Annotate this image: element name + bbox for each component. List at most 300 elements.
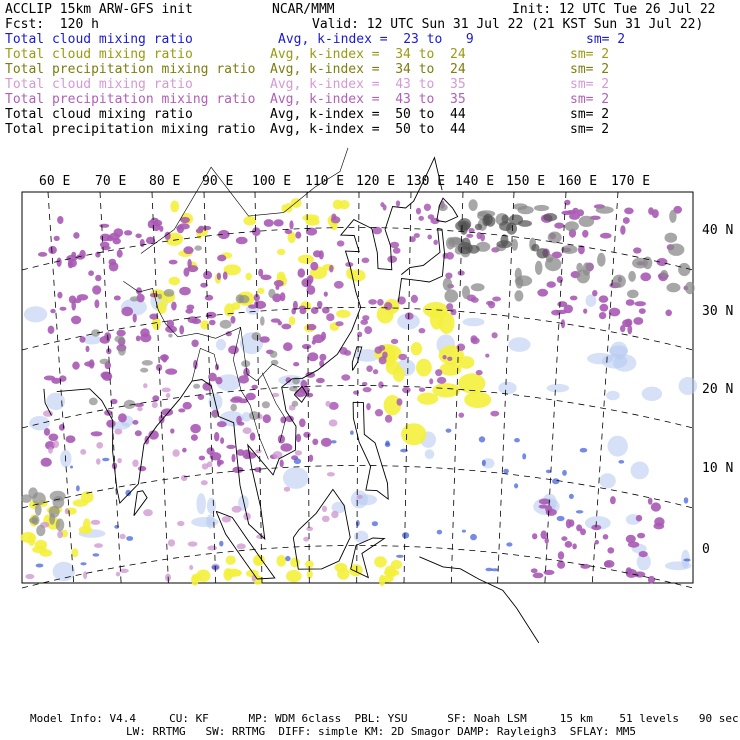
cloud-cell bbox=[307, 570, 313, 579]
cloud-cell bbox=[183, 246, 193, 254]
cloud-cell bbox=[231, 302, 240, 310]
cloud-cell bbox=[608, 436, 628, 457]
cloud-cell bbox=[397, 398, 403, 405]
cloud-cell bbox=[116, 330, 125, 337]
cloud-cell bbox=[576, 510, 584, 513]
cloud-cell bbox=[476, 370, 483, 375]
legend-smoothing-4: sm= 2 bbox=[570, 92, 610, 107]
cloud-cell bbox=[464, 392, 491, 408]
cloud-cell bbox=[609, 308, 620, 317]
cloud-cell bbox=[366, 365, 373, 372]
cloud-cell bbox=[545, 538, 549, 544]
cloud-cell bbox=[286, 570, 302, 582]
cloud-cell bbox=[508, 337, 530, 352]
cloud-cell bbox=[187, 265, 198, 272]
cloud-cell bbox=[648, 207, 654, 215]
cloud-cell bbox=[364, 326, 372, 334]
cloud-cell bbox=[543, 213, 557, 221]
cloud-cell bbox=[32, 546, 47, 554]
cloud-cell bbox=[466, 234, 473, 238]
cloud-cell bbox=[207, 546, 217, 551]
lon-label: 160 E bbox=[558, 174, 598, 189]
cloud-cell bbox=[319, 360, 324, 367]
lat-label: 20 N bbox=[702, 382, 734, 397]
cloud-cell bbox=[391, 560, 402, 569]
cloud-cell bbox=[411, 342, 422, 355]
cloud-cell bbox=[385, 442, 391, 447]
cloud-cell bbox=[114, 336, 124, 343]
cloud-cell bbox=[684, 497, 689, 503]
cloud-cell bbox=[377, 299, 384, 306]
cloud-cell bbox=[606, 391, 620, 401]
cloud-cell bbox=[463, 318, 485, 327]
cloud-cell bbox=[236, 237, 248, 245]
cloud-cell bbox=[251, 385, 258, 390]
cloud-cell bbox=[261, 275, 272, 281]
cloud-cell bbox=[462, 530, 466, 533]
cloud-cell bbox=[76, 485, 80, 491]
cloud-cell bbox=[374, 556, 387, 567]
cloud-cell bbox=[231, 570, 242, 577]
cloud-cell bbox=[326, 313, 334, 321]
cloud-cell bbox=[451, 309, 457, 316]
cloud-cell bbox=[360, 320, 368, 325]
cloud-cell bbox=[140, 239, 145, 247]
cloud-cell bbox=[74, 298, 82, 303]
cloud-cell bbox=[344, 350, 351, 356]
cloud-cell bbox=[600, 233, 612, 239]
cloud-cell bbox=[471, 297, 479, 303]
cloud-cell bbox=[84, 361, 94, 366]
cloud-cell bbox=[618, 460, 624, 464]
cloud-cell bbox=[217, 273, 221, 280]
cloud-cell bbox=[164, 289, 175, 297]
cloud-cell bbox=[623, 217, 630, 224]
cloud-cell bbox=[118, 346, 126, 355]
cloud-cell bbox=[226, 331, 232, 336]
cloud-cell bbox=[327, 472, 335, 476]
cloud-cell bbox=[300, 308, 307, 314]
cloud-cell bbox=[48, 447, 53, 454]
cloud-cell bbox=[38, 252, 47, 257]
cloud-cell bbox=[162, 388, 171, 393]
cloud-cell bbox=[496, 240, 512, 248]
cloud-cell bbox=[683, 559, 690, 562]
cloud-cell bbox=[435, 369, 442, 376]
cloud-cell bbox=[191, 434, 198, 441]
cloud-cell bbox=[49, 506, 60, 518]
cloud-cell bbox=[21, 532, 36, 543]
cloud-cell bbox=[59, 424, 65, 431]
cloud-cell bbox=[292, 401, 299, 407]
cloud-cell bbox=[57, 216, 63, 224]
cloud-cell bbox=[178, 223, 190, 229]
cloud-cell bbox=[633, 247, 641, 253]
cloud-cell bbox=[193, 384, 200, 389]
cloud-cell bbox=[201, 480, 208, 485]
cloud-cell bbox=[196, 228, 203, 233]
cloud-cell bbox=[100, 336, 110, 344]
model-info-line1: Model Info: V4.4 CU: KF MP: WDM 6class PBL: YSU SF: Noah LSM 15 km 51 levels 90 sec bbox=[30, 712, 739, 725]
cloud-cell bbox=[387, 256, 397, 263]
cloud-cell bbox=[416, 359, 432, 377]
cloud-cell bbox=[274, 219, 284, 226]
cloud-cell bbox=[56, 519, 65, 532]
cloud-cell bbox=[382, 352, 388, 359]
cloud-cell bbox=[633, 317, 643, 325]
cloud-cell bbox=[429, 378, 433, 384]
cloud-cell bbox=[462, 286, 470, 299]
cloud-cell bbox=[620, 225, 625, 235]
lon-label: 120 E bbox=[356, 174, 396, 189]
legend-range-1: Avg, k-index = 34 to 24 bbox=[270, 47, 466, 62]
cloud-cell bbox=[237, 422, 244, 426]
cloud-cell bbox=[341, 374, 350, 380]
legend-range-4: Avg, k-index = 43 to 35 bbox=[270, 92, 466, 107]
legend-smoothing-3: sm= 2 bbox=[570, 77, 610, 92]
cloud-cell bbox=[251, 332, 261, 340]
cloud-cell bbox=[290, 558, 300, 568]
cloud-cell bbox=[418, 216, 424, 221]
cloud-cell bbox=[102, 458, 109, 462]
cloud-cell bbox=[205, 295, 213, 301]
cloud-cell bbox=[356, 520, 360, 526]
cloud-cell bbox=[232, 506, 242, 513]
cloud-cell bbox=[293, 362, 299, 366]
cloud-cell bbox=[482, 460, 486, 466]
cloud-cell bbox=[172, 449, 179, 457]
cloud-cell bbox=[398, 354, 407, 360]
cloud-cell bbox=[427, 235, 432, 240]
cloud-cell bbox=[485, 568, 492, 572]
cloud-cell bbox=[547, 281, 556, 288]
cloud-cell bbox=[309, 455, 314, 462]
cloud-cell bbox=[479, 436, 485, 442]
cloud-cell bbox=[402, 532, 409, 538]
cloud-cell bbox=[558, 551, 564, 559]
legend-field-0: Total cloud mixing ratio bbox=[5, 32, 193, 47]
cloud-cell bbox=[648, 576, 655, 584]
cloud-cell bbox=[556, 310, 567, 314]
cloud-cell bbox=[136, 336, 141, 342]
cloud-cell bbox=[579, 216, 595, 227]
cloud-cell bbox=[335, 563, 348, 572]
cloud-cell bbox=[191, 574, 199, 585]
cloud-cell bbox=[230, 404, 237, 412]
cloud-cell bbox=[419, 388, 425, 392]
cloud-cell bbox=[91, 520, 101, 525]
cloud-cell bbox=[53, 562, 75, 581]
lon-label: 60 E bbox=[39, 174, 71, 189]
cloud-cell bbox=[627, 290, 639, 299]
cloud-cell bbox=[295, 450, 302, 455]
cloud-cell bbox=[384, 302, 392, 310]
cloud-cell bbox=[514, 483, 518, 488]
cloud-cell bbox=[391, 339, 398, 344]
cloud-cell bbox=[515, 268, 522, 281]
cloud-cell bbox=[35, 504, 42, 516]
cloud-cell bbox=[539, 505, 548, 509]
cloud-cell bbox=[544, 570, 555, 575]
cloud-cell bbox=[181, 475, 187, 481]
cloud-cell bbox=[502, 215, 509, 224]
cloud-cell bbox=[191, 340, 198, 348]
cloud-cell bbox=[565, 221, 579, 231]
cloud-cell bbox=[319, 354, 326, 361]
lat-label: 40 N bbox=[702, 223, 734, 238]
cloud-cell bbox=[362, 258, 370, 264]
cloud-cell bbox=[485, 354, 489, 358]
cloud-cell bbox=[393, 247, 401, 253]
cloud-cell bbox=[46, 393, 65, 411]
cloud-cell bbox=[565, 541, 573, 548]
model-info-line2: LW: RRTMG SW: RRTMG DIFF: simple KM: 2D Smagor DAMP: Rayleigh3 SFLAY: MM5 bbox=[126, 725, 636, 738]
cloud-cell bbox=[280, 443, 292, 451]
cloud-cell bbox=[414, 233, 420, 238]
lon-label: 150 E bbox=[506, 174, 546, 189]
cloud-cell bbox=[458, 242, 473, 254]
cloud-cell bbox=[130, 296, 139, 301]
cloud-cell bbox=[295, 232, 301, 239]
cloud-cell bbox=[199, 456, 205, 461]
cloud-cell bbox=[216, 339, 226, 350]
cloud-cell bbox=[24, 306, 47, 322]
cloud-cell bbox=[214, 432, 219, 442]
cloud-cell bbox=[482, 215, 489, 226]
cloud-cell bbox=[210, 452, 222, 460]
cloud-cell bbox=[43, 410, 53, 417]
cloud-cell bbox=[121, 307, 133, 317]
cloud-cell bbox=[48, 326, 55, 334]
cloud-cell bbox=[583, 262, 591, 275]
cloud-cell bbox=[572, 543, 577, 549]
cloud-cell bbox=[95, 275, 101, 282]
cloud-cell bbox=[312, 439, 318, 445]
cloud-cell bbox=[180, 217, 190, 223]
cloud-cell bbox=[385, 415, 392, 423]
cloud-cell bbox=[437, 377, 446, 384]
cloud-cell bbox=[217, 460, 224, 465]
cloud-cell bbox=[71, 316, 81, 325]
cloud-cell bbox=[569, 213, 580, 220]
legend-field-1: Total cloud mixing ratio bbox=[5, 47, 193, 62]
cloud-cell bbox=[171, 302, 177, 311]
cloud-cell bbox=[303, 432, 310, 438]
cloud-cell bbox=[570, 296, 578, 301]
cloud-cell bbox=[280, 460, 284, 468]
cloud-cell bbox=[89, 398, 98, 406]
cloud-cell bbox=[298, 268, 306, 277]
cloud-cell bbox=[437, 530, 442, 535]
cloud-cell bbox=[366, 403, 371, 410]
cloud-cell bbox=[92, 285, 101, 294]
lon-label: 110 E bbox=[305, 174, 345, 189]
cloud-cell bbox=[562, 470, 567, 476]
cloud-cell bbox=[21, 494, 32, 503]
cloud-cell bbox=[310, 262, 318, 271]
cloud-cell bbox=[169, 277, 180, 285]
cloud-cell bbox=[378, 381, 383, 388]
model-title: ACCLIP 15km ARW-GFS init bbox=[5, 2, 193, 17]
cloud-cell bbox=[648, 498, 653, 505]
cloud-cell bbox=[610, 496, 616, 504]
cloud-cell bbox=[469, 199, 478, 211]
cloud-cell bbox=[275, 285, 279, 290]
cloud-cell bbox=[446, 252, 454, 260]
lon-label: 100 E bbox=[252, 174, 292, 189]
cloud-cell bbox=[170, 428, 174, 433]
cloud-cell bbox=[607, 547, 614, 553]
cloud-cell bbox=[636, 515, 642, 522]
cloud-cell bbox=[73, 499, 88, 507]
cloud-cell bbox=[248, 304, 257, 308]
legend-range-6: Avg, k-index = 50 to 44 bbox=[270, 122, 466, 137]
cloud-cell bbox=[599, 295, 609, 302]
cloud-cell bbox=[223, 272, 228, 280]
cloud-cell bbox=[372, 521, 378, 526]
cloud-cell bbox=[640, 272, 651, 281]
cloud-cell bbox=[50, 309, 55, 313]
cloud-cell bbox=[298, 255, 314, 264]
legend-field-2: Total precipitation mixing ratio bbox=[5, 62, 256, 77]
cloud-cell bbox=[306, 527, 313, 531]
cloud-cell bbox=[402, 387, 411, 393]
cloud-cell bbox=[72, 362, 80, 370]
cloud-cell bbox=[634, 301, 646, 306]
cloud-cell bbox=[289, 316, 296, 325]
cloud-cell bbox=[447, 357, 452, 361]
cloud-cell bbox=[416, 208, 421, 215]
cloud-cell bbox=[531, 244, 539, 252]
cloud-cell bbox=[215, 377, 222, 385]
cloud-cell bbox=[158, 294, 162, 300]
cloud-cell bbox=[217, 421, 227, 427]
cloud-cell bbox=[603, 534, 609, 539]
cloud-cell bbox=[375, 409, 383, 416]
cloud-cell bbox=[283, 342, 293, 351]
cloud-cell bbox=[79, 336, 85, 343]
legend-field-3: Total cloud mixing ratio bbox=[5, 77, 193, 92]
cloud-cell bbox=[514, 438, 520, 442]
forecast-hour: Fcst: 120 h bbox=[5, 17, 99, 32]
cloud-cell bbox=[217, 255, 226, 262]
cloud-cell bbox=[329, 265, 334, 273]
cloud-cell bbox=[132, 460, 138, 467]
cloud-cell bbox=[475, 224, 482, 231]
cloud-cell bbox=[140, 368, 148, 373]
cloud-cell bbox=[313, 334, 325, 343]
cloud-cell bbox=[169, 260, 178, 265]
cloud-cell bbox=[138, 466, 146, 471]
cloud-cell bbox=[396, 555, 404, 558]
cloud-cell bbox=[612, 275, 626, 288]
org-label: NCAR/MMM bbox=[272, 2, 335, 17]
cloud-cell bbox=[124, 230, 132, 235]
lat-label: 30 N bbox=[702, 304, 734, 319]
cloud-cell bbox=[179, 325, 184, 334]
cloud-cell bbox=[189, 565, 193, 570]
cloud-cell bbox=[283, 467, 309, 489]
cloud-cell bbox=[534, 205, 549, 211]
cloud-cell bbox=[188, 541, 198, 546]
cloud-cell bbox=[197, 493, 206, 514]
cloud-cell bbox=[667, 283, 681, 293]
cloud-cell bbox=[94, 299, 99, 308]
cloud-cell bbox=[125, 490, 131, 496]
cloud-cell bbox=[53, 440, 59, 448]
cloud-cell bbox=[654, 517, 664, 526]
cloud-cell bbox=[133, 314, 137, 323]
cloud-cell bbox=[79, 250, 85, 259]
legend-field-5: Total cloud mixing ratio bbox=[5, 107, 193, 122]
cloud-cell bbox=[455, 221, 470, 232]
cloud-cell bbox=[419, 328, 426, 333]
cloud-cell bbox=[685, 282, 695, 294]
cloud-cell bbox=[628, 271, 636, 282]
cloud-cell bbox=[411, 295, 418, 303]
cloud-cell bbox=[337, 240, 345, 246]
cloud-cell bbox=[281, 324, 291, 330]
cloud-cell bbox=[317, 301, 323, 308]
cloud-cell bbox=[322, 506, 327, 512]
cloud-cell bbox=[471, 283, 485, 291]
cloud-cell bbox=[637, 533, 645, 539]
cloud-cell bbox=[294, 458, 301, 464]
cloud-cell bbox=[604, 560, 615, 568]
cloud-cell bbox=[203, 271, 212, 280]
cloud-cell bbox=[665, 310, 672, 317]
cloud-cell bbox=[547, 384, 570, 392]
cloud-cell bbox=[351, 490, 368, 508]
cloud-cell bbox=[132, 420, 138, 425]
cloud-cell bbox=[170, 201, 179, 213]
cloud-cell bbox=[255, 449, 261, 453]
cloud-cell bbox=[270, 351, 278, 358]
cloud-cell bbox=[236, 294, 244, 303]
cloud-cell bbox=[99, 224, 109, 228]
cloud-cell bbox=[639, 551, 648, 557]
cloud-cell bbox=[492, 297, 501, 302]
cloud-cell bbox=[305, 372, 315, 378]
cloud-cell bbox=[91, 431, 103, 436]
cloud-cell bbox=[592, 290, 597, 296]
cloud-cell bbox=[439, 312, 455, 334]
cloud-cell bbox=[274, 280, 284, 287]
cloud-cell bbox=[631, 462, 649, 480]
cloud-cell bbox=[531, 568, 538, 573]
cloud-cell bbox=[597, 253, 606, 267]
cloud-cell bbox=[401, 423, 426, 445]
cloud-cell bbox=[126, 536, 133, 541]
cloud-cell bbox=[219, 541, 223, 547]
cloud-cell bbox=[620, 325, 625, 332]
cloud-cell bbox=[357, 495, 363, 499]
lat-label: 10 N bbox=[702, 461, 734, 476]
cloud-cell bbox=[492, 332, 498, 338]
cloud-cell bbox=[569, 494, 574, 499]
cloud-cell bbox=[626, 299, 635, 306]
cloud-cell bbox=[93, 553, 100, 556]
legend-range-3: Avg, k-index = 43 to 35 bbox=[270, 77, 466, 92]
cloud-cell bbox=[246, 273, 252, 281]
cloud-cell bbox=[220, 320, 232, 329]
cloud-cell bbox=[679, 377, 698, 395]
cloud-cell bbox=[669, 210, 676, 223]
cloud-cell bbox=[96, 458, 101, 464]
cloud-cell bbox=[600, 304, 609, 312]
cloud-cell bbox=[116, 572, 120, 577]
cloud-cell bbox=[115, 429, 123, 435]
